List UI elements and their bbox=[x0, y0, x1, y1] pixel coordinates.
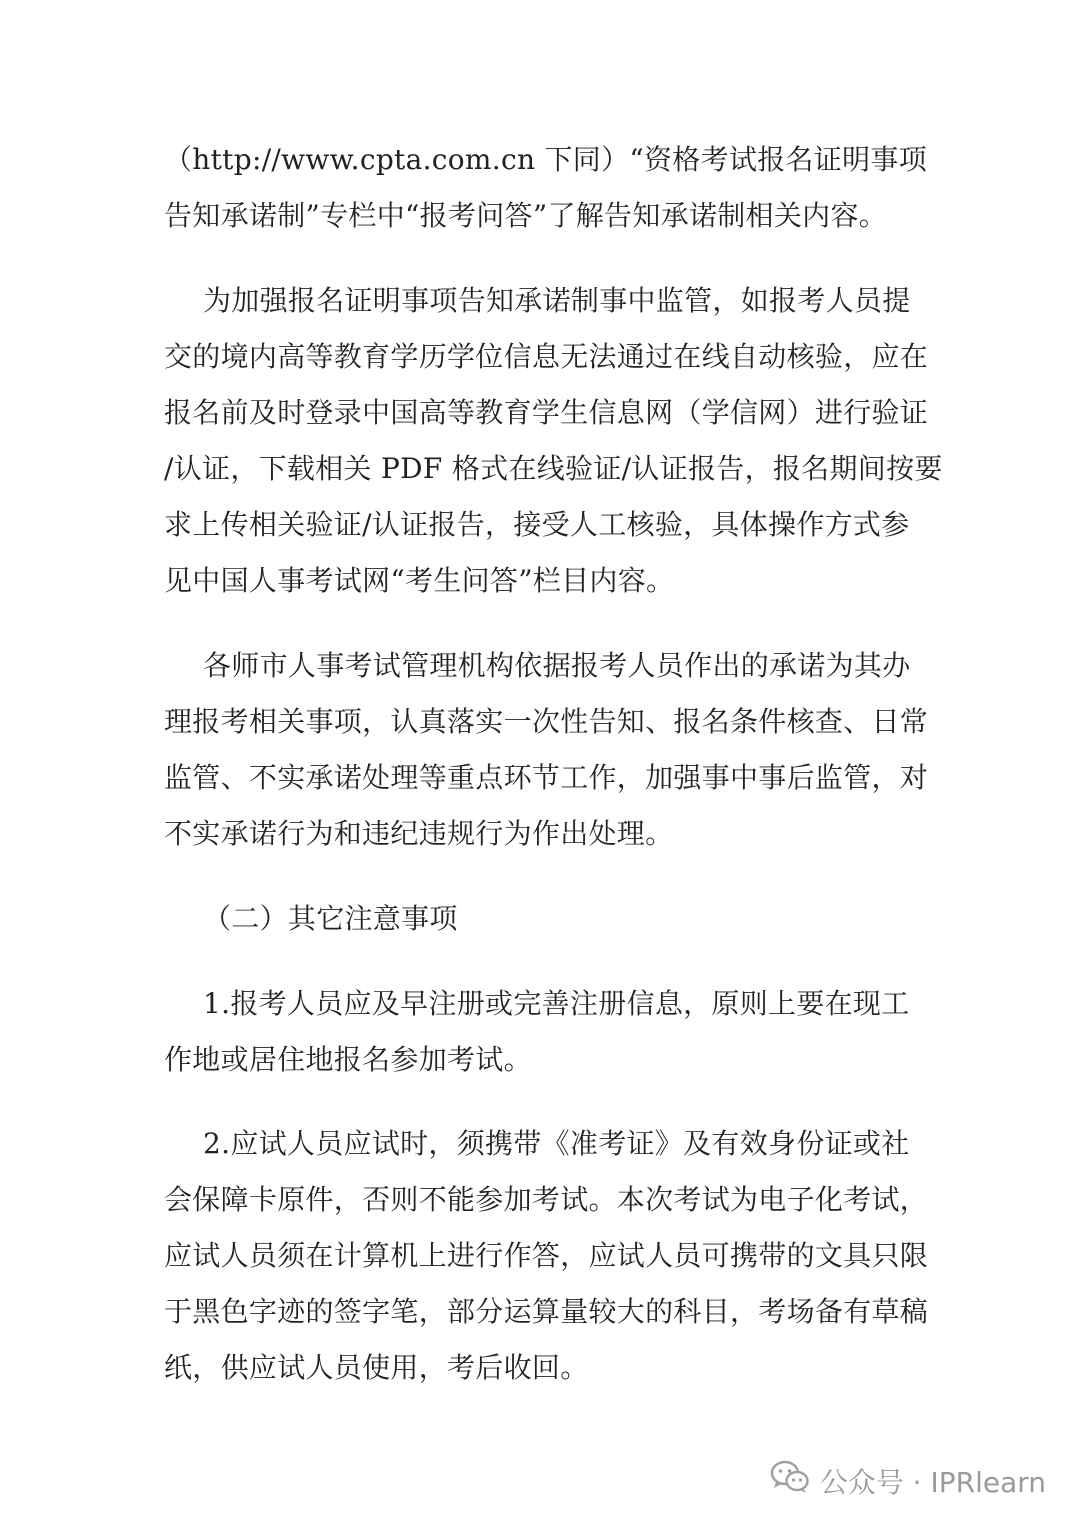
item-2-line-5: 纸，供应试人员使用，考后收回。 bbox=[164, 1351, 589, 1384]
watermark bbox=[770, 1460, 1046, 1501]
paragraph-2-line-5: 求上传相关验证/认证报告，接受人工核验，具体操作方式参 bbox=[164, 508, 910, 541]
item-1-line-2: 作地或居住地报名参加考试。 bbox=[164, 1043, 532, 1076]
item-2-line-4: 于黑色字迹的签字笔，部分运算量较大的科目，考场备有草稿 bbox=[164, 1295, 929, 1328]
paragraph-3-line-3: 监管、不实承诺处理等重点环节工作，加强事中事后监管，对 bbox=[164, 761, 929, 794]
paragraph-1-line-2: 告知承诺制”专栏中“报考问答”了解告知承诺制相关内容。 bbox=[164, 199, 888, 232]
paragraph-3-line-4: 不实承诺行为和违纪违规行为作出处理。 bbox=[164, 817, 674, 850]
item-2-line-2: 会保障卡原件，否则不能参加考试。本次考试为电子化考试， bbox=[164, 1183, 929, 1216]
paragraph-2-line-4: /认证，下载相关 PDF 格式在线验证/认证报告，报名期间按要 bbox=[164, 452, 943, 485]
section-heading: （二）其它注意事项 bbox=[203, 902, 458, 935]
item-1-line-1: 1.报考人员应及早注册或完善注册信息，原则上要在现工 bbox=[203, 987, 910, 1020]
paragraph-2-line-6: 见中国人事考试网“考生问答”栏目内容。 bbox=[164, 564, 675, 597]
paragraph-2-line-2: 交的境内高等教育学历学位信息无法通过在线自动核验，应在 bbox=[164, 340, 929, 373]
item-2-line-3: 应试人员须在计算机上进行作答，应试人员可携带的文具只限 bbox=[164, 1239, 929, 1272]
paragraph-1-line-1: （http://www.cpta.com.cn 下同）“资格考试报名证明事项 bbox=[164, 143, 928, 176]
wechat-icon bbox=[770, 1460, 820, 1501]
paragraph-2-line-3: 报名前及时登录中国高等教育学生信息网（学信网）进行验证 bbox=[164, 396, 929, 429]
paragraph-3-line-1: 各师市人事考试管理机构依据报考人员作出的承诺为其办 bbox=[203, 649, 911, 682]
watermark-text: 公众号 · IPRlearn bbox=[819, 1465, 1046, 1499]
paragraph-3-line-2: 理报考相关事项，认真落实一次性告知、报名条件核查、日常 bbox=[164, 705, 929, 738]
paragraph-2-line-1: 为加强报名证明事项告知承诺制事中监管，如报考人员提 bbox=[203, 284, 911, 317]
item-2-line-1: 2.应试人员应试时，须携带《准考证》及有效身份证或社 bbox=[203, 1127, 910, 1160]
